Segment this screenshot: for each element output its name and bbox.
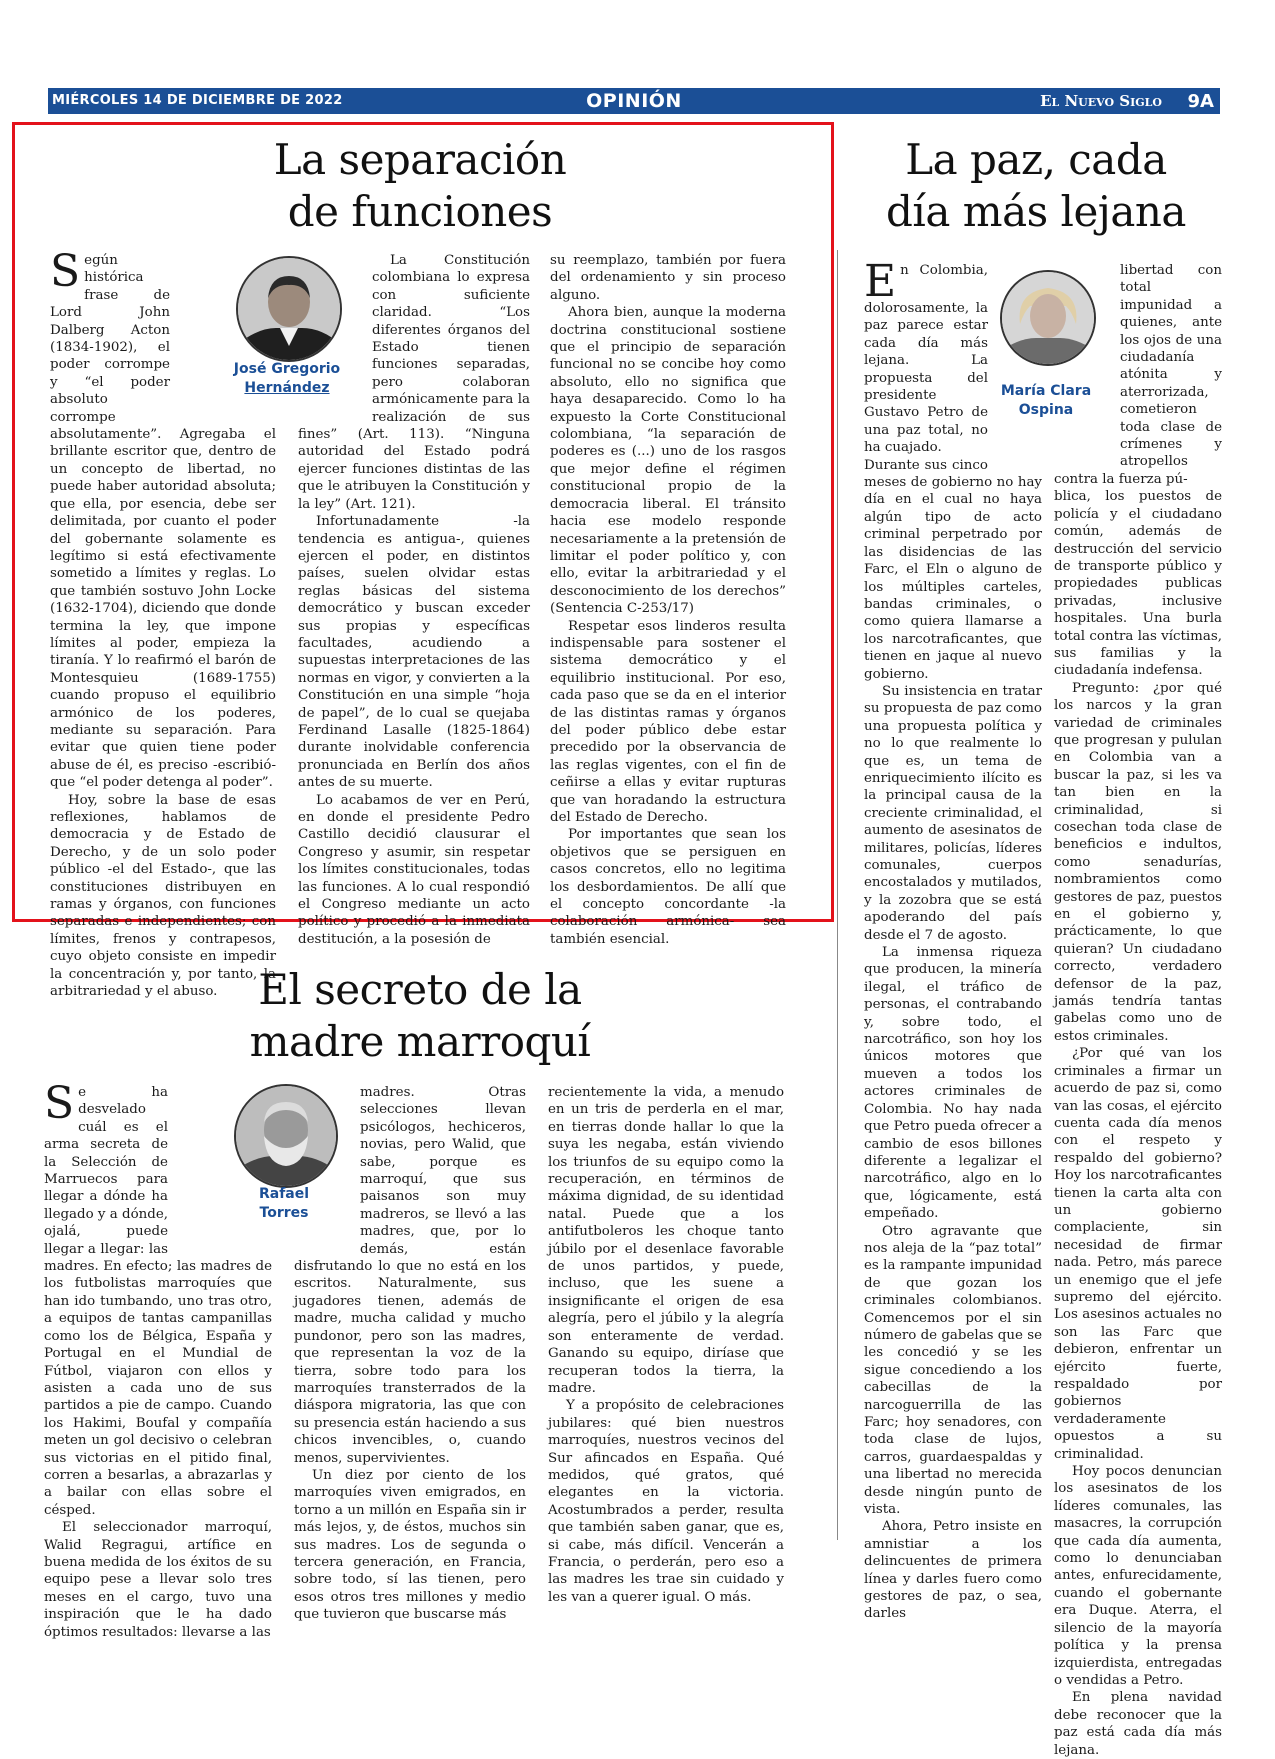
article3-col2-para-1: libertad con total impunidad a quienes, ante los ojos de una ciudadanía atónita y aterrorizada, cometieron toda clase de crímenes y atropellos contra la fuerza pú- <box>1054 263 1222 487</box>
article3-col1-para-1: En Colombia, dolorosamente, la paz parece estar cada día más lejana. La propuesta del presidente Gustavo Petro de una paz total, no ha cuajado. <box>864 256 988 456</box>
article3-col2-para-2: blica, los puestos de policía y el ciudadano común, además de destrucción del servicio de transporte público y propiedades publicas privadas, inclusive hospitales. Una burla total contra las víctimas, sus familias y la ciudadanía indefensa. <box>1054 489 1222 679</box>
article2-col1-para-1: Se ha desvelado cuál es el arma secreta de la Selección de Marruecos para llegar a dónde ha llegado y a dónde, ojalá, puede llegar a llegar: las madres. En efecto; las madres de los futbolistas marroquíes que han ido tumbando, uno tras otro, a equipos de tantas campanillas como los de Bélgica, España y Portugal en el Mundial de Fútbol, viajaron con ellos y asisten a cada uno de sus partidos a pie de campo. Cuando los Hakimi, Boufal y compañía meten un gol decisivo o celebran sus victorias en el pitido final, corren a besarlas, a abrazarlas y a bailar con ellas sobre el césped. <box>44 1078 272 1518</box>
photo-wrap-spacer <box>170 252 276 416</box>
article3-col2-para-3: Pregunto: ¿por qué los narcos y la gran variedad de criminales que progresan y pululan en Colombia van a buscar la paz, si les va tan bien en la criminalidad, si cosechan toda clase de beneficios e indultos, como senadurías, nombramientos como gestores de paz, puestos en el gobierno y, prácticamente, lo que quieran? Un ciudadano correcto, verdadero defensor de la paz, jamás tendría tantas gabelas como uno de estos criminales. <box>1054 680 1222 1044</box>
article3-col1-para-3: Su insistencia en tratar su propuesta de paz como una propuesta política y no lo que realmente lo que es, un tema de enriquecimiento ilícito es la principal causa de la creciente criminalidad, el aumento de asesinatos de militares, policías, líderes comunales, cuerpos encostalados y mutilados, y la zozobra que se está apoderando del país desde el 7 de agosto. <box>864 683 1042 943</box>
article2-col3-para-2: Y a propósito de celebraciones jubilares: qué bien nuestros marroquíes, nuestros vecinos del Sur afincados en España. Qué medidos, qué gratos, qué elegantes en la victoria. Acostumbrados a perder, resulta que también saben ganar, que es, si cabe, más difícil. Vencerán a Francia, o perderán, pero eso a las madres les trae sin cuidado y les van a querer igual. O más. <box>548 1398 784 1605</box>
article-title-separacion: La separación de funciones <box>273 135 567 236</box>
article1-column-1 <box>50 246 276 1000</box>
drop-cap: S <box>44 1078 75 1129</box>
article2-col1-para-2: El seleccionador marroquí, Walid Regragui, artífice en buena medida de los éxitos de su equipo pese a llevar solo tres meses en el cargo, tuvo una inspiración que le ha dado óptimos resultados: llevarse a las <box>44 1520 272 1640</box>
publication-name: El Nuevo Siglo <box>1040 92 1162 110</box>
page-number: 9A <box>1187 91 1214 112</box>
article-title-madre-marroqui: El secreto de la madre marroquí <box>249 965 591 1066</box>
article3-col2-para-5: Hoy pocos denuncian los asesinatos de los líderes comunales, las masacres, la corrupción que cada día aumenta, como lo denunciaban antes, enfurecidamente, cuando el gobernante era Duque. Aterra, el silencio de la mayoría política y la prensa izquierdista, entregadas o vendidas a Petro. <box>1054 1464 1222 1688</box>
article1-column-3 <box>550 252 786 948</box>
photo-wrap-spacer <box>168 1084 272 1250</box>
article2-col2-para-2: Un diez por ciento de los marroquíes viven emigrados, en torno a un millón en España sin ir más lejos, y, de éstos, muchos sin sus madres. Los de segunda o tercera generación, en Francia, sobre todo, sí las tienen, pero esos otros tres millones y medio que tuvieron que buscarse más <box>294 1467 526 1623</box>
article1-col3-para-2: Ahora bien, aunque la moderna doctrina constitucional sostiene que el principio de separación funcional no se concibe hoy como absoluto, ello no significa que haya desaparecido. Como lo ha expuesto la Corte Constitucional colombiana, “la separación de poderes es (...) uno de los rasgos que mejor define el régimen constitucional propio de la democracia liberal. El tránsito hacia ese modelo responde necesariamente a la pretensión de limitar el poder político y, con ello, evitar la arbitrariedad y el desconocimiento de los derechos” (Sentencia C-253/17) <box>550 305 786 617</box>
author-byline-rafael-torres: Rafael Torres <box>258 1186 310 1221</box>
photo-wrap-spacer <box>1054 262 1120 458</box>
author-byline-jose-gregorio: José Gregorio Hernández <box>233 361 341 396</box>
article1-column-2 <box>298 252 530 948</box>
photo-wrap-spacer <box>294 1084 360 1250</box>
article3-col1-para-5: Otro agravante que nos aleja de la “paz total” es la rampante impunidad de que gozan los criminales colombianos. Comencemos por el sin número de gabelas que se les concedió y se les sigue concediendo a los cabecillas de la narcoguerrilla de las Farc; hoy senadores, con toda clase de lujos, carros, guardaespaldas y una libertad no merecida desde ningún punto de vista. <box>864 1223 1042 1518</box>
article1-col2-para-2: Infortunadamente -la tendencia es antigua-, quienes ejercen el poder, en distintos países, suelen olvidar estas reglas básicas del sistema democrático y buscan exceder sus propias y específicas facultades, acudiendo a supuestas interpretaciones de las normas en vigor, y convierten a la Constitución en una simple “hoja de papel”, de lo cual se quejaba Ferdinand Lasalle (1825-1864) durante inolvidable conferencia pronunciada en Berlín dos años antes de su muerte. <box>298 514 530 791</box>
column-divider <box>837 250 838 1540</box>
article2-column-1 <box>44 1078 272 1641</box>
author-byline-maria-clara: María Clara Ospina <box>1000 383 1092 418</box>
article1-col1-para-2: Hoy, sobre la base de esas reflexiones, hablamos de democracia y de Estado de Derecho, y de un solo poder público -el del Estado-, que las constituciones distribuyen en ramas y órganos, con funciones separadas e independientes; con límites, frenos y contrapesos, cuyo objeto consiste en impedir la concentración y, por tanto, la arbitrariedad y el abuso. <box>50 792 276 1000</box>
article3-col2-para-6: En plena navidad debe reconocer que la paz está cada día más lejana. <box>1054 1690 1222 1758</box>
article1-col1-para-1: Según histórica frase de Lord John Dalberg Acton (1834-1902), el poder corrompe y “el poder absoluto corrompe absolutamente”. Agregaba el brillante escritor que, dentro de un concepto de libertad, no puede haber autoridad absoluta; que ella, por esencia, debe ser delimitada, por cuanto el poder del gobernante solamente es legítimo si está efectivamente sometido a límites y reglas. Lo que también sostuvo John Locke (1632-1704), diciendo que donde termina la ley, que impone límites al poder, empieza la tiranía. Y lo reafirmó el barón de Montesquieu (1689-1755) cuando propuso el equilibrio armónico de los poderes, mediante su separación. Para evitar que quien tiene poder abuse de él, es preciso -escribió- que “el poder detenga al poder”. <box>50 246 276 791</box>
article3-column-2 <box>1054 262 1222 1759</box>
section-title: OPINIÓN <box>586 90 682 112</box>
article3-col1-para-2: Durante sus cinco meses de gobierno no hay día en el cual no haya algún tipo de acto criminal perpetrado por las disidencias de las Farc, el Eln o alguno de los múltiples carteles, bandas criminales, o como quiera llamarse a los narcotraficantes, que tienen en jaque al nuevo gobierno. <box>864 457 1042 682</box>
article3-column-1 <box>864 256 1042 1623</box>
article2-col3-para-1: recientemente la vida, a menudo en un tris de perderla en el mar, en tierras donde hallar lo que la suya les negaba, están viviendo los triunfos de su equipo como la recuperación, en términos de máxima dignidad, de su identidad natal. Puede que a los antifutboleros les choque tanto júbilo por el desenlace favorable de unos partidos, y puede, incluso, que les suene a insignificante el origen de esa alegría, pero el júbilo y la alegría son enteramente de verdad. Ganando su equipo, diríase que recuperan todos la tierra, la madre. <box>548 1085 784 1396</box>
photo-wrap-spacer <box>298 252 372 424</box>
page-header-bar <box>48 88 1220 114</box>
article2-column-2 <box>294 1084 526 1624</box>
article1-col2-para-3: Lo acabamos de ver en Perú, en donde el presidente Pedro Castillo decidió clausurar el Congreso y asumir, sin respetar los límites constitucionales, todas las funciones. A lo cual respondió el Congreso mediante un acto político y procedió a la inmediata destitución, a la posesión de <box>298 792 530 947</box>
article2-column-3 <box>548 1084 784 1606</box>
article1-col3-para-3: Respetar esos linderos resulta indispensable para sostener el sistema democrático y el equilibrio institucional. Por eso, cada paso que se da en el interior de las distintas ramas y órganos del poder público debe estar precedido por la observancia de las reglas vigentes, con el fin de ceñirse a ellas y evitar rupturas que van horadando la estructura del Estado de Derecho. <box>550 618 786 825</box>
article1-col3-para-4: Por importantes que sean los objetivos que se persiguen en casos concretos, ello no legitima los desbordamientos. De allí que el concepto concordante -la colaboración armónica- sea también esencial. <box>550 827 786 947</box>
article3-col2-para-4: ¿Por qué van los criminales a firmar un acuerdo de paz si, como van las cosas, el ejército cuenta cada día menos con el respeto y respaldo del gobierno? Hoy los narcotraficantes tienen la carta alta con un gobierno complaciente, sin necesidad de firmar nada. Petro, más parece un enemigo que el jefe supremo del ejército. Los asesinos actuales no son las Farc que debieron, enfrentar un ejército fuerte, respaldado por gobiernos verdaderamente opuestos a su criminalidad. <box>1054 1046 1222 1462</box>
article1-col2-para-1: La Constitución colombiana lo expresa con suficiente claridad. “Los diferentes órganos del Estado tienen funciones separadas, pero colaboran armónicamente para la realización de sus fines” (Art. 113). “Ninguna autoridad del Estado podrá ejercer funciones distintas de las que le atribuyen la Constitución y la ley” (Art. 121). <box>298 253 530 512</box>
article2-col2-para-1: madres. Otras selecciones llevan psicólogos, hechiceros, novias, pero Walid, que sabe, porque es marroquí, que sus paisanos son muy madreros, se llevó a las madres, que, por lo demás, están disfrutando lo que no está en los escritos. Naturalmente, sus jugadores tienen, además de madre, mucha calidad y mucho pundonor, pero son las madres, que representan la voz de la tierra, sobre todo para los marroquíes transterrados de la diáspora migratoria, las que con su presencia están haciendo a sus chicos invencibles, o, cuando menos, supervivientes. <box>294 1085 526 1466</box>
article3-col1-para-4: La inmensa riqueza que producen, la minería ilegal, el tráfico de personas, el contrabando y, sobre todo, el narcotráfico, son hoy los únicos motores que mueven a todos los actores criminales de Colombia. No hay nada que Petro pueda ofrecer a cambio de esos billones diferente a legalizar el narcotráfico, algo en lo que, lógicamente, está empeñado. <box>864 945 1042 1222</box>
issue-date: MIÉRCOLES 14 DE DICIEMBRE DE 2022 <box>52 93 343 108</box>
drop-cap: S <box>50 246 81 297</box>
article3-col1-para-6: Ahora, Petro insiste en amnistiar a los delincuentes de primera línea y darles fuero como gestores de paz, o sea, darles <box>864 1519 1042 1622</box>
article-title-paz-lejana: La paz, cada día más lejana <box>886 135 1186 236</box>
drop-cap: E <box>864 256 897 307</box>
article1-col3-para-1: su reemplazo, también por fuera del ordenamiento y sin proceso alguno. <box>550 253 786 303</box>
photo-wrap-spacer <box>988 262 1042 462</box>
